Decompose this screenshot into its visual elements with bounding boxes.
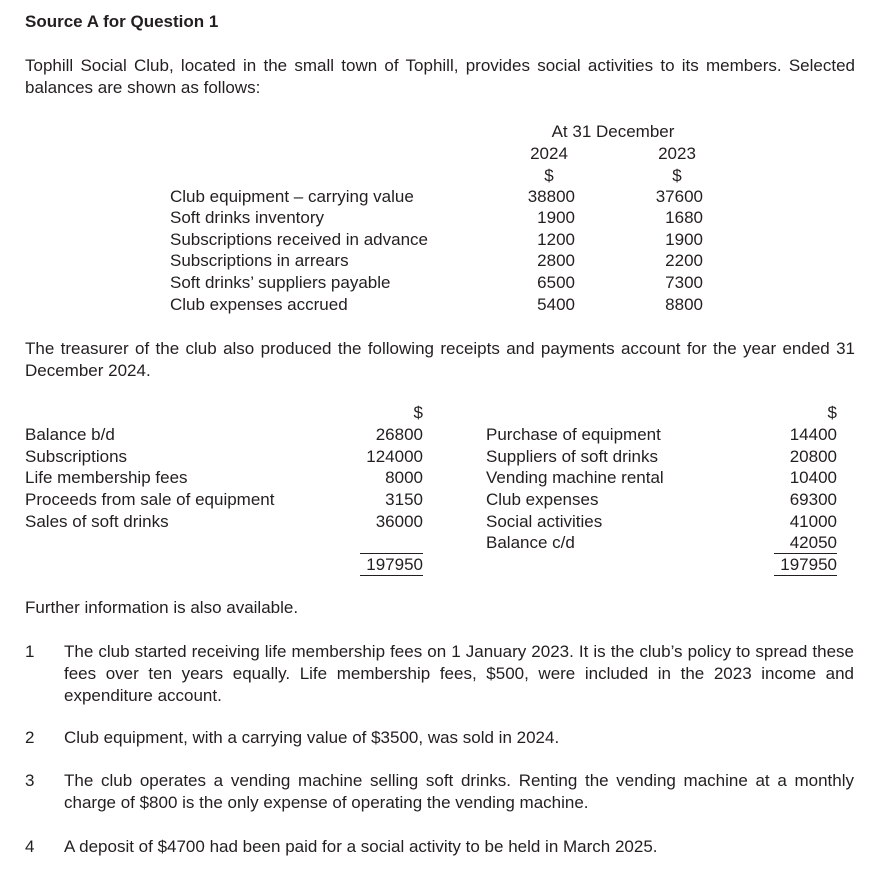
balance-label: Soft drinks’ suppliers payable <box>170 273 391 292</box>
payment-value: 42050 <box>789 533 837 552</box>
balance-2024: 1200 <box>537 230 575 249</box>
item-number: 2 <box>25 728 35 747</box>
payment-label: Suppliers of soft drinks <box>486 447 658 466</box>
receipts-currency: $ <box>413 403 423 422</box>
balance-2024: 6500 <box>537 273 575 292</box>
receipt-label: Sales of soft drinks <box>25 512 169 531</box>
payment-value: 69300 <box>789 490 837 509</box>
payments-currency: $ <box>827 403 837 422</box>
item-number: 1 <box>25 642 35 661</box>
balance-2024: 38800 <box>527 187 575 206</box>
receipt-value: 3150 <box>385 490 423 509</box>
balance-2023: 7300 <box>665 273 703 292</box>
item-number: 4 <box>25 837 35 856</box>
payment-value: 20800 <box>789 447 837 466</box>
year-2024-header: 2024 <box>530 144 568 163</box>
balances-heading: At 31 December <box>551 122 675 141</box>
balance-2023: 2200 <box>665 251 703 270</box>
currency-2024: $ <box>544 166 554 185</box>
balance-2024: 5400 <box>537 295 575 314</box>
receipt-label: Life membership fees <box>25 468 188 487</box>
receipt-label: Subscriptions <box>25 447 128 466</box>
payment-value: 14400 <box>789 425 837 444</box>
item-text: A deposit of $4700 had been paid for a social activity to be held in March 2025. <box>64 837 658 856</box>
balance-2023: 1900 <box>665 230 703 249</box>
year-2023-header: 2023 <box>658 144 696 163</box>
balance-label: Club expenses accrued <box>170 295 348 314</box>
further-info-heading: Further information is also available. <box>25 598 299 617</box>
balance-label: Club equipment – carrying value <box>170 187 414 206</box>
item-text: The club operates a vending machine selling soft drinks. Renting the vending machine at a monthly charge of $800 is the only expense of operating the vending machine. <box>64 771 854 812</box>
payment-label: Purchase of equipment <box>486 425 661 444</box>
page-title: Source A for Question 1 <box>25 12 219 31</box>
payment-label: Vending machine rental <box>486 468 664 487</box>
receipt-label: Proceeds from sale of equipment <box>25 490 275 509</box>
balance-label: Subscriptions received in advance <box>170 230 428 249</box>
intro-paragraph: Tophill Social Club, located in the small town of Tophill, provides social activities to its members. Selected balances are shown as follows: <box>25 56 855 97</box>
payment-value: 41000 <box>789 512 837 531</box>
balance-2023: 8800 <box>665 295 703 314</box>
receipt-label: Balance b/d <box>25 425 115 444</box>
payment-value: 10400 <box>789 468 837 487</box>
balance-2023: 37600 <box>655 187 703 206</box>
receipts-total: 197950 <box>360 553 423 576</box>
receipt-value: 26800 <box>375 425 423 444</box>
receipt-value: 36000 <box>375 512 423 531</box>
balance-label: Soft drinks inventory <box>170 208 325 227</box>
item-number: 3 <box>25 771 35 790</box>
item-text: Club equipment, with a carrying value of $3500, was sold in 2024. <box>64 728 560 747</box>
receipt-value: 8000 <box>385 468 423 487</box>
balance-2023: 1680 <box>665 208 703 227</box>
payment-label: Social activities <box>486 512 603 531</box>
payments-total: 197950 <box>774 553 837 576</box>
receipts-payments-intro: The treasurer of the club also produced the following receipts and payments account for the year ended 31 December 2024. <box>25 339 855 380</box>
payment-label: Balance c/d <box>486 533 575 552</box>
balance-label: Subscriptions in arrears <box>170 251 349 270</box>
currency-2023: $ <box>672 166 682 185</box>
payment-label: Club expenses <box>486 490 599 509</box>
receipt-value: 124000 <box>366 447 423 466</box>
balance-2024: 1900 <box>537 208 575 227</box>
item-text: The club started receiving life membership fees on 1 January 2023. It is the club’s policy to spread these fees over ten years equally. Life membership fees, $500, were included in the 2023 income and expenditure account. <box>64 642 854 705</box>
balance-2024: 2800 <box>537 251 575 270</box>
